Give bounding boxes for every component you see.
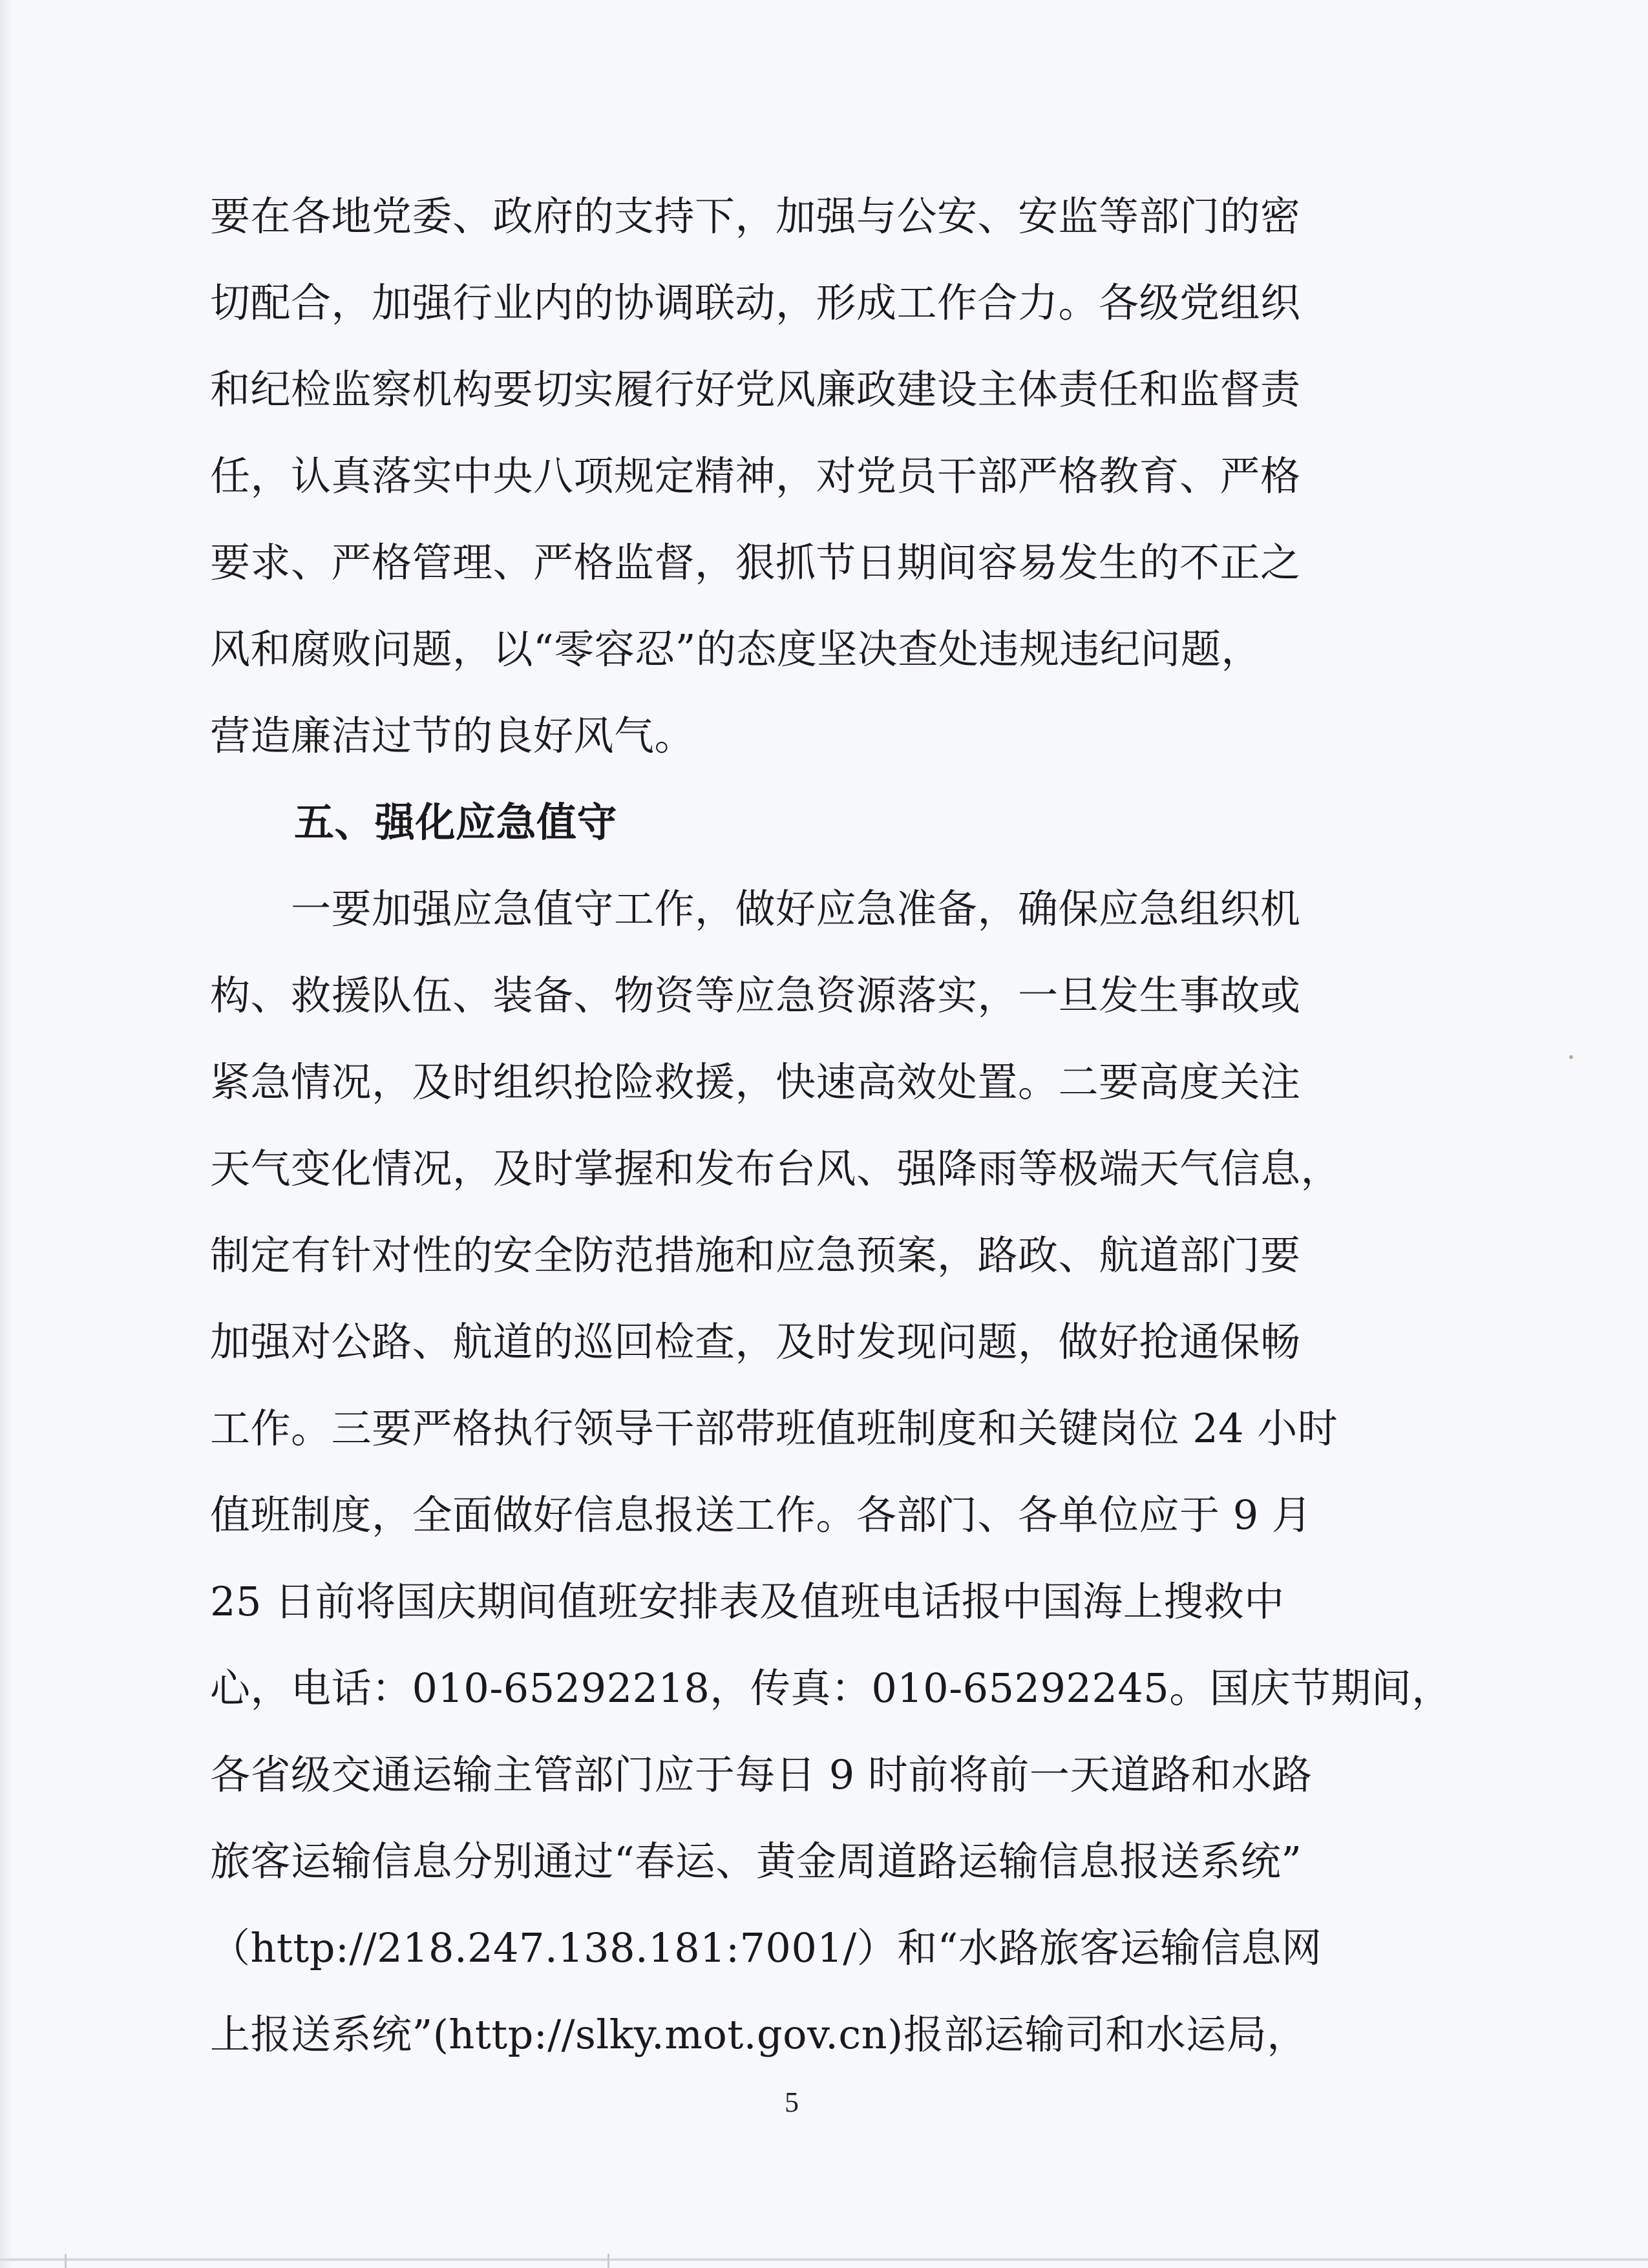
paragraph-line: 上报送系统”(http://slky.mot.gov.cn)报部运输司和水运局， [210, 2011, 1307, 2058]
paragraph-line: 风和腐败问题，以“零容忍”的态度坚决查处违规违纪问题， [210, 625, 1262, 673]
paragraph-line: 一要加强应急值守工作，做好应急准备，确保应急组织机 [210, 885, 1301, 932]
paragraph-line: 要求、严格管理、严格监督，狠抓节日期间容易发生的不正之 [210, 539, 1301, 586]
scan-edge-mark [607, 2254, 609, 2268]
paragraph-line: 旅客运输信息分别通过“春运、黄金周道路运输信息报送系统” [210, 1838, 1302, 1885]
paragraph-line: 天气变化情况，及时掌握和发布台风、强降雨等极端天气信息， [210, 1145, 1342, 1192]
paragraph-line: 心，电话：010-65292218，传真：010-65292245。国庆节期间， [210, 1664, 1452, 1712]
scan-bottom-edge [0, 2258, 1648, 2261]
paragraph-line: 工作。三要严格执行领导干部带班值班制度和关键岗位 24 小时 [210, 1405, 1338, 1452]
scan-speck [1569, 1055, 1573, 1059]
scan-edge-shadow [0, 0, 13, 2268]
section-heading: 五、强化应急值守 [294, 799, 618, 846]
paragraph-line: （http://218.247.138.181:7001/）和“水路旅客运输信息网 [210, 1924, 1322, 1971]
paragraph-line: 制定有针对性的安全防范措施和应急预案，路政、航道部门要 [210, 1232, 1301, 1279]
paragraph-line: 任，认真落实中央八项规定精神，对党员干部严格教育、严格 [210, 452, 1301, 499]
paragraph-line: 值班制度，全面做好信息报送工作。各部门、各单位应于 9 月 [210, 1491, 1313, 1538]
page-number: 5 [785, 2086, 799, 2118]
paragraph-line: 切配合，加强行业内的协调联动，形成工作合力。各级党组织 [210, 279, 1301, 326]
paragraph-line: 加强对公路、航道的巡回检查，及时发现问题，做好抢通保畅 [210, 1318, 1301, 1365]
scan-edge-mark [65, 2254, 67, 2268]
paragraph-line: 紧急情况，及时组织抢险救援，快速高效处置。二要高度关注 [210, 1058, 1301, 1106]
paragraph-line: 各省级交通运输主管部门应于每日 9 时前将前一天道路和水路 [210, 1751, 1313, 1798]
paragraph-line: 要在各地党委、政府的支持下，加强与公安、安监等部门的密 [210, 193, 1301, 240]
paragraph-line: 和纪检监察机构要切实履行好党风廉政建设主体责任和监督责 [210, 366, 1301, 413]
paragraph-line: 构、救援队伍、装备、物资等应急资源落实，一旦发生事故或 [210, 972, 1301, 1019]
paragraph-line: 营造廉洁过节的良好风气。 [210, 712, 695, 759]
body-text [210, 173, 1452, 2078]
paragraph-line: 25 日前将国庆期间值班安排表及值班电话报中国海上搜救中 [210, 1578, 1285, 1625]
